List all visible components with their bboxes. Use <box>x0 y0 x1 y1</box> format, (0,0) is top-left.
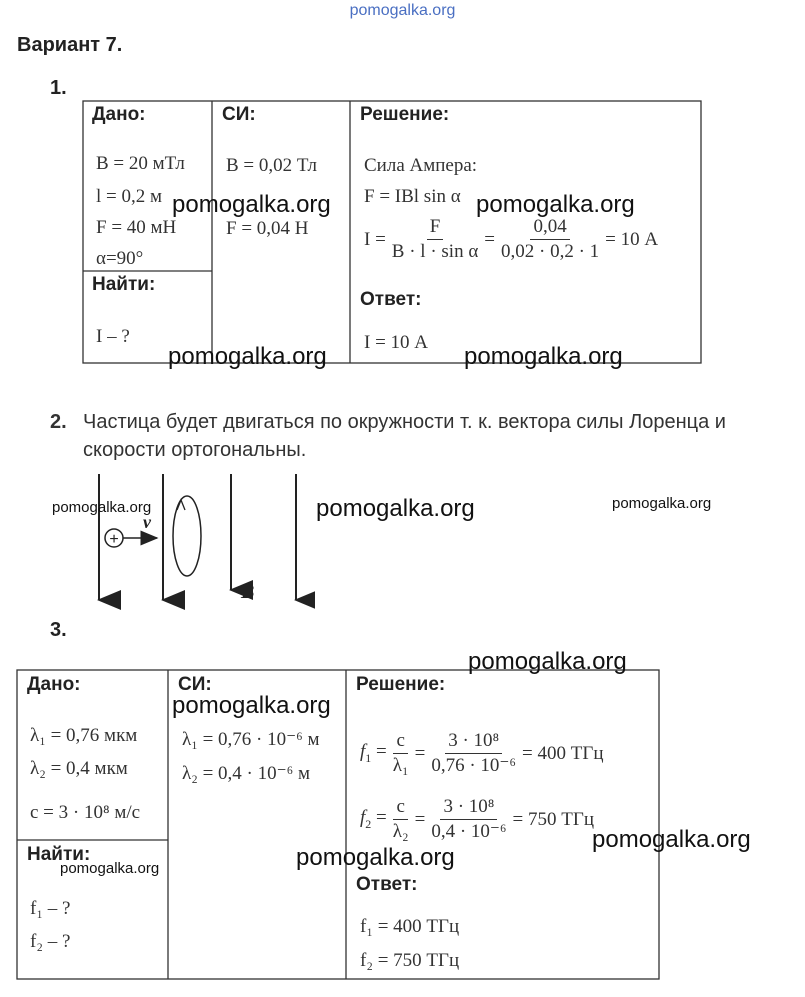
watermark: pomogalka.org <box>52 499 152 516</box>
watermark: pomogalka.org <box>168 343 327 370</box>
p1-fraction-1 <box>389 216 481 263</box>
p3-f1-num-a: c <box>393 730 407 754</box>
p3-formula-f2: $f_2$ = $\frac{c}{\text{λ₂}}$ = $\frac{\text{3 · 10⁸}}{\text{0,4 · 10⁻⁶}}$ = 750 ТГц <box>360 796 595 842</box>
p1-find-header: Найти: <box>92 274 156 295</box>
watermark: pomogalka.org <box>316 495 475 522</box>
p3-f1-frac-a <box>390 730 412 777</box>
p3-f2-num-b: 3 · 10⁸ <box>440 796 497 820</box>
p1-formula-current: I = $\frac{F}{\text{B · l · sin α}}$ = $\frac{0,04}{0,02 \cdot 0,2 \cdot 1}$ = 10 А <box>364 216 659 262</box>
p1-frac1-num: F <box>427 216 444 240</box>
p1-given-f: F = 40 мН <box>96 217 177 238</box>
p1-si-b: B = 0,02 Тл <box>226 155 318 176</box>
watermark: pomogalka.org <box>468 648 627 675</box>
p3-find-f2: f₂ – ? <box>30 931 71 952</box>
p3-si-lambda2: λ₂ = 0,4 · 10⁻⁶ м <box>182 763 311 784</box>
variant-title: Вариант 7. <box>17 34 123 56</box>
p3-given-lambda1: λ₁ = 0,76 мкм <box>30 725 138 746</box>
p3-f2-frac-a <box>390 796 412 843</box>
p3-f2-result: = 750 ТГц <box>512 808 595 830</box>
p3-f2-den-b: 0,4 · 10⁻⁶ <box>431 821 507 842</box>
p3-f2-frac-b <box>428 796 509 843</box>
watermark: pomogalka.org <box>296 844 455 871</box>
p3-answer-f2: f₂ = 750 ТГц <box>360 950 460 971</box>
p3-answer-f1: f₁ = 400 ТГц <box>360 916 460 937</box>
p3-si-header: СИ: <box>178 674 212 695</box>
p3-formula-f1: $f_1$ = $\frac{c}{\text{λ₁}}$ = $\frac{\text{3 · 10⁸}}{\text{0,76 · 10⁻⁶}}$ = 400 ТГц <box>360 730 604 776</box>
watermark: pomogalka.org <box>592 826 751 853</box>
watermark: pomogalka.org <box>172 692 331 719</box>
svg-text:+: + <box>109 531 119 548</box>
p3-f1-result: = 400 ТГц <box>522 742 604 764</box>
problem1-number: 1. <box>50 77 67 99</box>
problem2-number: 2. <box>50 411 67 433</box>
problem2-statement <box>50 408 800 464</box>
p1-given-header: Дано: <box>92 104 146 125</box>
p1-formula-result: = 10 А <box>605 228 659 250</box>
p3-given-header: Дано: <box>27 674 81 695</box>
p1-fraction-2 <box>498 216 602 263</box>
p3-solution-header: Решение: <box>356 674 446 695</box>
p3-si-lambda1: λ₁ = 0,76 · 10⁻⁶ м <box>182 729 320 750</box>
field-label: B <box>241 581 255 603</box>
p1-given-b: B = 20 мТл <box>96 153 185 174</box>
p1-formula-ampere: F = IBl sin α <box>364 186 461 207</box>
p1-frac2-num: 0,04 <box>530 216 569 240</box>
p3-f1-den-b: 0,76 · 10⁻⁶ <box>431 755 517 776</box>
watermark: pomogalka.org <box>60 860 160 877</box>
p3-f2-den-a: λ₂ <box>392 821 409 842</box>
p1-answer-value: I = 10 А <box>364 332 429 353</box>
watermark: pomogalka.org <box>172 191 331 218</box>
velocity-label: v <box>143 512 151 532</box>
p1-solution-header: Решение: <box>360 104 450 125</box>
watermark: pomogalka.org <box>612 495 712 512</box>
problem3-number: 3. <box>50 619 67 641</box>
p3-given-lambda2: λ₂ = 0,4 мкм <box>30 758 128 779</box>
p3-f1-frac-b <box>428 730 519 777</box>
site-header-link[interactable]: pomogalka.org <box>349 2 456 19</box>
p3-find-header: Найти: <box>27 844 91 865</box>
p1-given-l: l = 0,2 м <box>96 186 163 207</box>
p1-find-value: I – ? <box>96 326 130 347</box>
p1-si-f: F = 0,04 Н <box>226 218 309 239</box>
circular-trajectory <box>173 496 201 576</box>
charge-icon <box>105 529 123 548</box>
p1-si-header: СИ: <box>222 104 256 125</box>
p1-frac2-den: 0,02 · 0,2 · 1 <box>501 241 600 262</box>
p3-f1-den-a: λ₁ <box>392 755 409 776</box>
p3-f2-num-a: c <box>393 796 407 820</box>
problem2-text: Частица будет двигаться по окружности т. к. вектора силы Лоренца и скорости ортогональны. <box>83 411 726 461</box>
magnetic-field-diagram <box>85 470 315 610</box>
watermark: pomogalka.org <box>476 191 635 218</box>
p1-answer-header: Ответ: <box>360 289 422 310</box>
p3-find-f1: f₁ – ? <box>30 898 71 919</box>
watermark: pomogalka.org <box>464 343 623 370</box>
p3-answer-header: Ответ: <box>356 874 418 895</box>
p3-given-c: c = 3 · 10⁸ м/с <box>30 802 141 823</box>
p3-f1-num-b: 3 · 10⁸ <box>445 730 502 754</box>
p1-solution-text: Сила Ампера: <box>364 155 478 176</box>
p1-frac1-den: B · l · sin α <box>391 241 479 262</box>
p1-given-alpha: α=90° <box>96 248 144 269</box>
p1-formula-lhs: I = <box>364 228 386 250</box>
